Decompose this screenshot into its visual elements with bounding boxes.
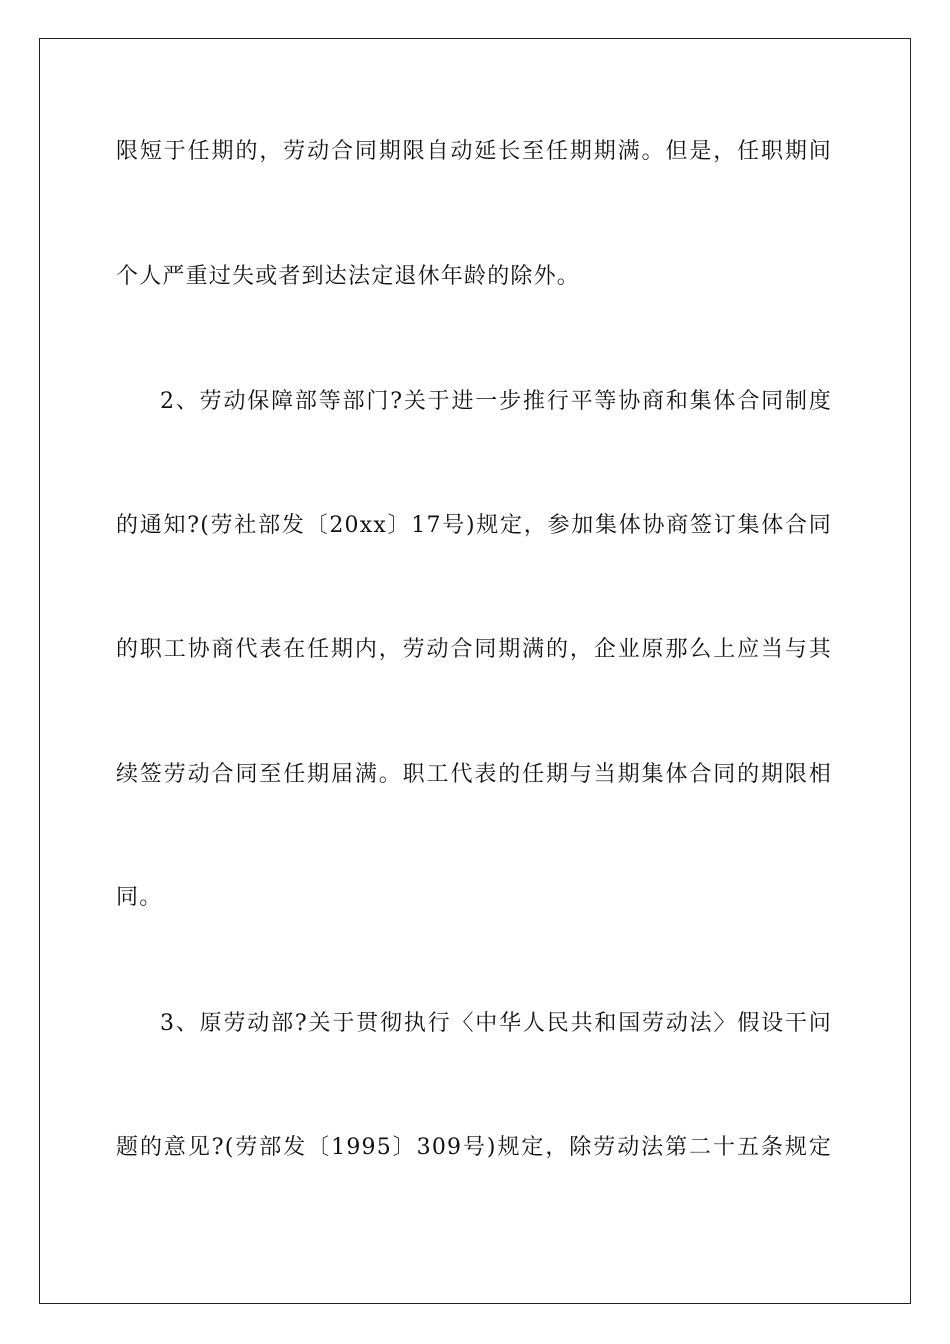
paragraph-line-3: 2、劳动保障部等部门?关于进一步推行平等协商和集体合同制度 (160, 389, 832, 414)
paragraph-line-7: 同。 (116, 885, 163, 910)
paragraph-line-8: 3、原劳动部?关于贯彻执行〈中华人民共和国劳动法〉假设干问 (160, 1011, 832, 1036)
paragraph-line-4: 的通知?(劳社部发〔20xx〕17号)规定，参加集体协商签订集体合同 (116, 513, 832, 538)
paragraph-line-6: 续签劳动合同至任期届满。职工代表的任期与当期集体合同的期限相 (116, 762, 832, 787)
paragraph-line-9: 题的意见?(劳部发〔1995〕309号)规定，除劳动法第二十五条规定 (116, 1135, 832, 1160)
paragraph-line-2: 个人严重过失或者到达法定退休年龄的除外。 (116, 264, 581, 289)
page-border (39, 38, 911, 1304)
paragraph-line-1: 限短于任期的，劳动合同期限自动延长至任期期满。但是，任职期间 (116, 139, 832, 164)
paragraph-line-5: 的职工协商代表在任期内，劳动合同期满的，企业原那么上应当与其 (116, 637, 832, 662)
